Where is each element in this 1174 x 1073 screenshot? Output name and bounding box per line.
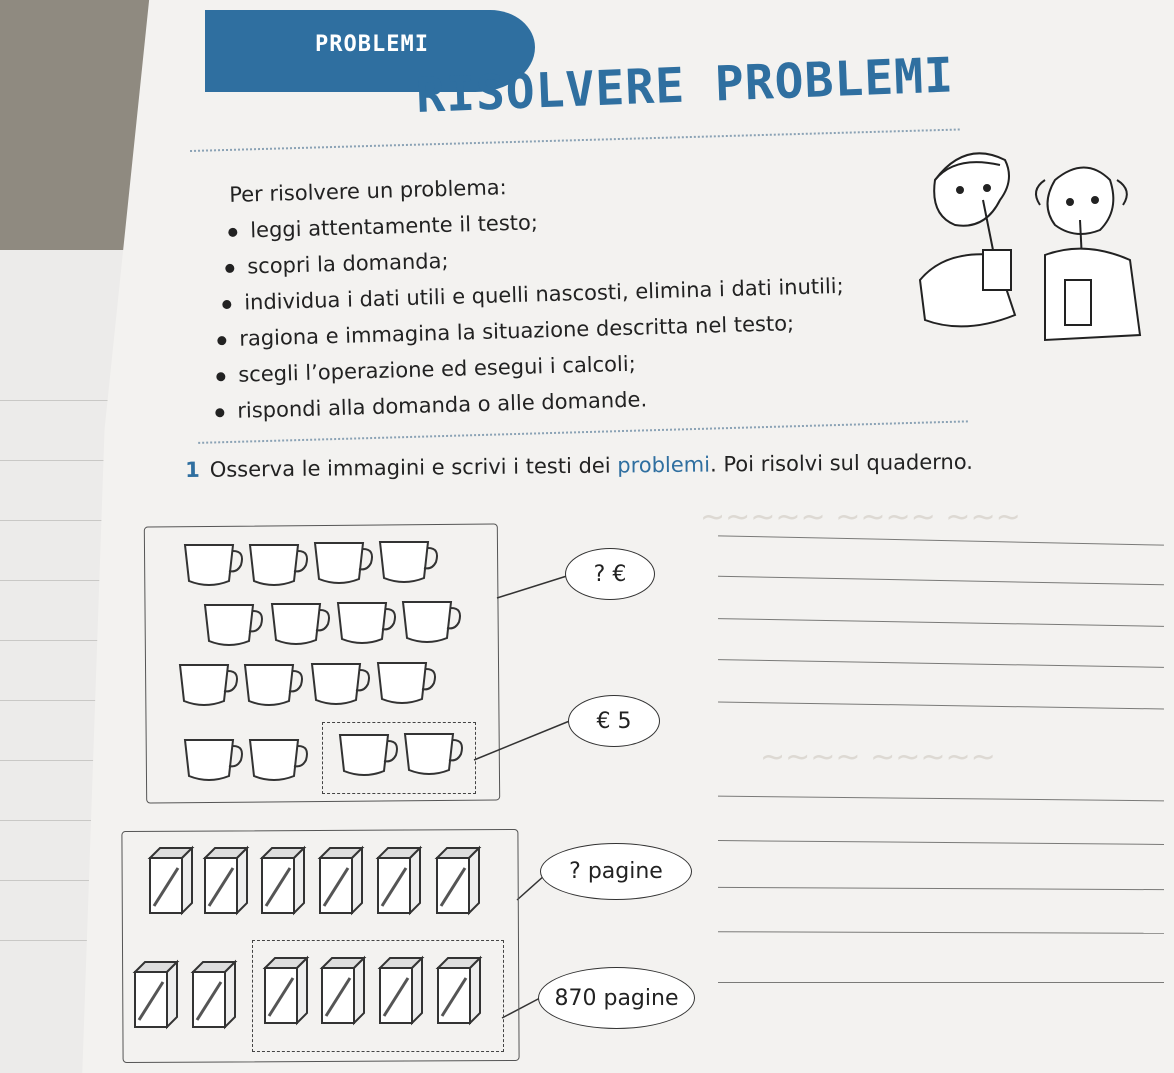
cups-given-bubble: € 5 [568,695,660,747]
rule-item: ragiona e immagina la situazione descritta nel testo; [217,310,839,363]
kids-illustration [905,140,1145,350]
rules-intro: Per risolvere un problema: [228,175,507,207]
exercise-text-after: . Poi risolvi sul quaderno. [709,449,974,477]
books-question-bubble: ? pagine [540,843,692,900]
rule-item: scegli l’operazione ed esegui i calcoli; [216,346,838,399]
writing-line [718,982,1164,983]
exercise-text-before: Osserva le immagini e scrivi i testi dei [209,453,618,482]
bleed-through-text: ~~~~ ~~~~~ [760,740,996,775]
cups-question-bubble: ? € [565,548,655,600]
page-title: RISOLVERE PROBLEMI [415,47,955,124]
books-highlight-group [252,940,504,1052]
exercise-highlight: problemi [617,452,711,478]
bleed-through-text: ~~~~~ ~~~~ ~~~ [700,500,1021,535]
section-label: PROBLEMI [315,32,429,57]
rules-box [190,129,968,444]
rule-item: leggi attentamente il testo; [228,202,850,255]
books-given-bubble: 870 pagine [538,967,695,1029]
rule-item: scopri la domanda; [225,238,847,291]
exercise-number: 1 [185,457,200,482]
rules-list [210,202,844,435]
rule-item: individua i dati utili e quelli nascosti, elimina i dati inutili; [222,274,844,327]
rule-item: rispondi alla domanda o alle domande. [215,382,837,435]
cups-highlight-group [322,722,476,794]
